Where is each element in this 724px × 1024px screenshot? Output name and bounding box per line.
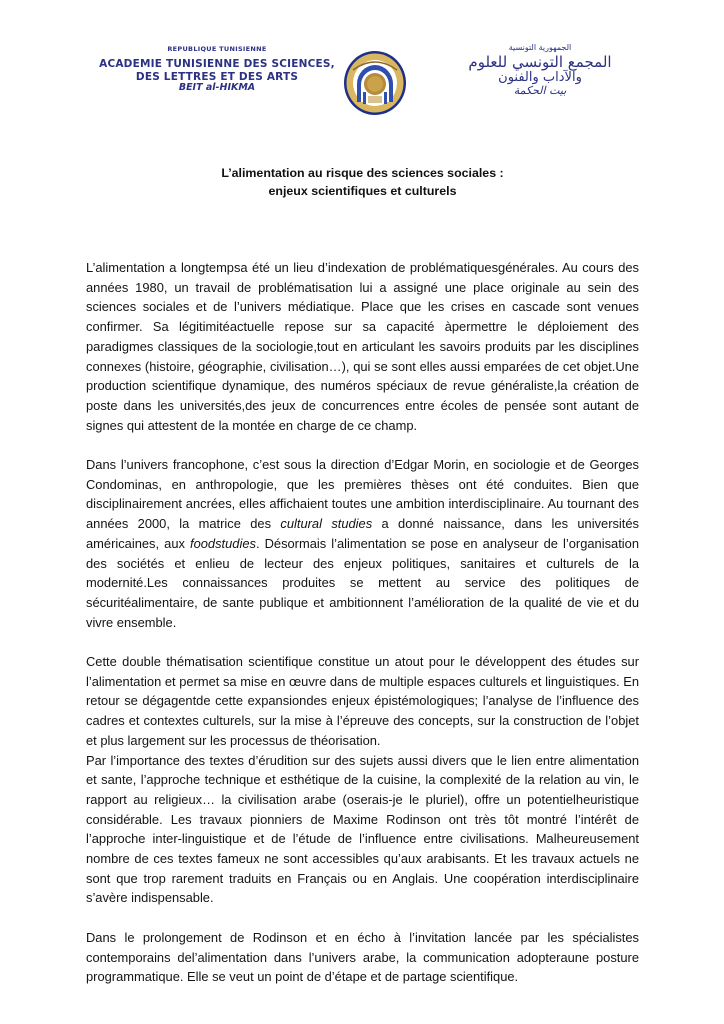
document-body: [86, 258, 639, 987]
paragraph-4: Par l’importance des textes d’érudition sur des sujets aussi divers que le lien entre alimentation et sante, l’approche technique et esthétique de la cuisine, la complexité de la relation au vin, le rapport au religieux… la civilisation arabe (oserais-je le pluriel), offre un potentielheuristique considérable. Les travaux pionniers de Maxime Rodinson ont très tôt montré l’intérêt de l’approche inter-linguistique et de l’étude de l’influence entre civilisations. Malheureusement nombre de ces textes fameux ne sont accessibles qu’aux arabisants. Et les travaux actuels ne sont que trop rarement traduits en Français ou en Anglais. Une coopération interdisciplinaire s’avère indispensable.: [86, 752, 639, 906]
academy-name-ar-line1: المجمع التونسي للعلوم: [468, 53, 612, 72]
republic-label-ar: الجمهورية التونسية: [508, 43, 572, 52]
title-line-2: enjeux scientifiques et culturels: [268, 184, 457, 198]
paragraph-2: [86, 455, 639, 632]
document-title: [86, 164, 639, 200]
academy-seal-icon: [343, 50, 407, 116]
paragraph-2-part-3: . Désormais l’alimentation se pose en analyseur de l’organisation des sociétés et enlieu de lecteur des enjeux politiques, sanitaires et culturels de la modernité.Les connaissances produites se mettent au service des politiques de sécuritéalimentaire, de sante publique et ambitionnent l’amélioration de la qualité de vie et du vivre ensemble.: [86, 535, 639, 630]
paragraph-1: L’alimentation a longtempsa été un lieu d’indexation de problématiquesgénérales. Au cours des années 1980, un travail de problématisation lui a assigné une place originale au sein des sciences sociales et de l’univers médiatique. Place que les crises en cascade sont venues confirmer. Sa légitimitéactuelle repose sur sa capacité àpermettre le déploiement des paradigmes classiques de la sociologie,tout en articulant les savoirs produits par les disciplines connexes (histoire, géographie, civilisation…), qui se sont elles aussi emparées de cet objet.Une production scientifique dynamique, des numéros spéciaux de revue généraliste,la création de poste dans les universités,des jeux de concurrences entre écoles de pensée sont autant de signes qui attestent de la montée en charge de ce champ.: [86, 260, 639, 433]
paragraph-5: Dans le prolongement de Rodinson et en écho à l’invitation lancée par les spécialistes contemporains del’alimentation dans l’univers arabe, la communication adopteraune posture programmatique. Elle se veut un point de d’étape et de partage scientifique.: [86, 929, 639, 985]
beit-al-hikma-fr: BEIT al-HIKMA: [178, 81, 256, 93]
letterhead-french: [92, 46, 342, 94]
letterhead-arabic: [440, 44, 640, 96]
republic-label-fr: REPUBLIQUE TUNISIENNE: [167, 45, 267, 53]
italic-cultural-studies: cultural studies: [280, 516, 373, 532]
paragraph-2-part-1: Dans l’univers francophone, c’est sous la direction d’Edgar Morin, en sociologie et de Georges Condominas, en anthropologie, que les premières thèses ont été conduites. Bien que disciplinairement ancrées, elles affichaient toutes une ambition interdisciplinaire. Au tournant des années 2000, la matrice des: [86, 457, 639, 532]
paragraph-2-part-2: a donné naissance, dans les universités américaines, aux: [86, 516, 639, 551]
academy-name-fr-line1: ACADEMIE TUNISIENNE DES SCIENCES,: [99, 58, 335, 71]
beit-al-hikma-ar: بيت الحكمة: [513, 83, 567, 97]
academy-name-fr-line2: DES LETTRES ET DES ARTS: [135, 70, 299, 83]
italic-foodstudies: foodstudies: [190, 535, 256, 551]
paragraph-3: Cette double thématisation scientifique constitue un atout pour le développent des études sur l’alimentation et permet sa mise en œuvre dans de multiple espaces culturels et linguistiques. En retour se dégagentde cette expansiondes enjeux épistémologiques; l’analyse de l’influence des cadres et contextes culturels, sur la mise à l’épreuve des concepts, sur la construction de l’objet et plus largement sur les processus de théorisation.: [86, 654, 639, 748]
academy-name-ar-line2: والآداب والفنون: [498, 70, 582, 86]
title-line-1: L’alimentation au risque des sciences sociales :: [221, 166, 504, 180]
letterhead: [0, 0, 724, 130]
